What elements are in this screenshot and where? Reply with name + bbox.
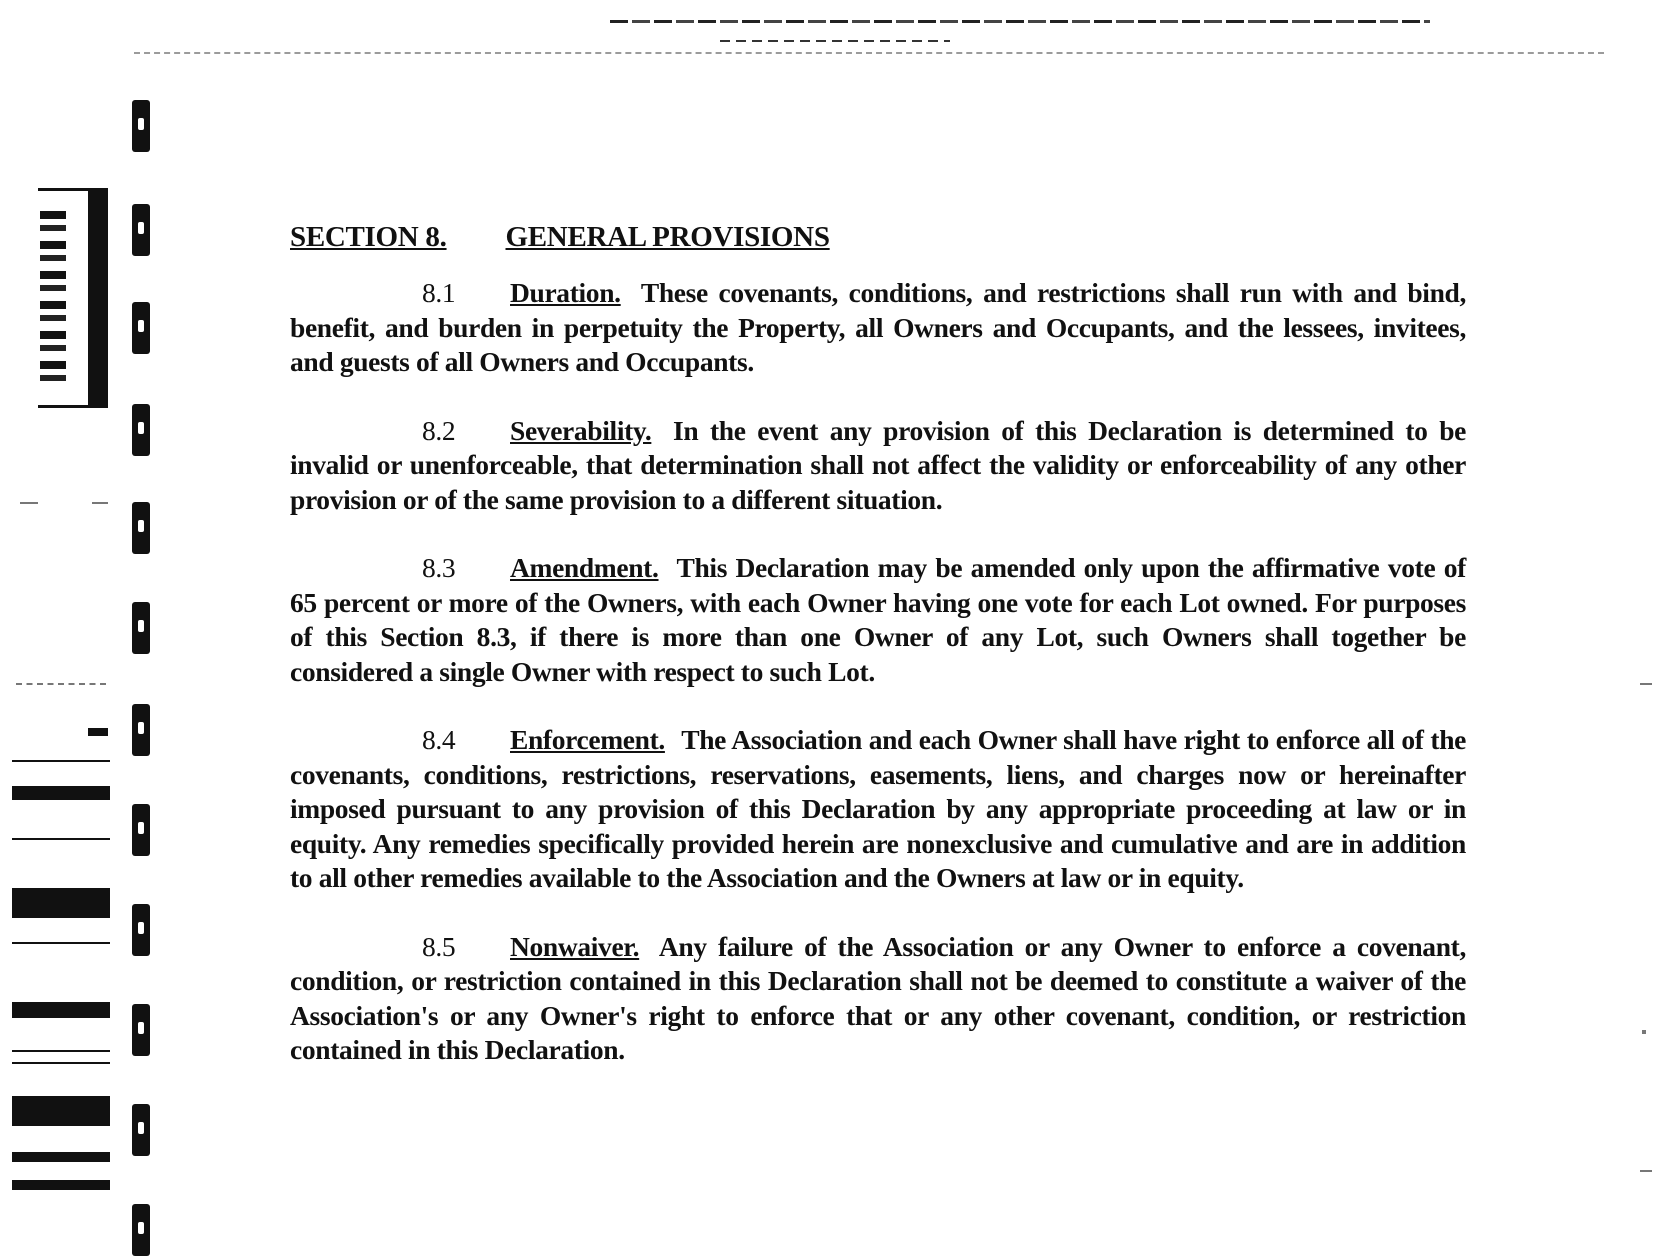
margin-tick — [1642, 1030, 1646, 1034]
binder-hole — [132, 904, 150, 956]
section-title: GENERAL PROVISIONS — [505, 221, 830, 253]
margin-block — [12, 1152, 110, 1162]
scan-header-mark — [610, 20, 1430, 23]
binder-hole — [132, 502, 150, 554]
paragraph-text: These covenants, conditions, and restrictions shall run with and bind, benefit, and burden in perpetuity the Property, all Owners and Occupants, and the lessees, invitees, and guests of all Owners and Occupants. — [290, 277, 1467, 377]
binder-hole-column — [132, 100, 152, 1216]
binder-hole — [132, 404, 150, 456]
paragraph-amendment — [290, 551, 1466, 689]
paragraph-number: 8.3 — [422, 552, 456, 583]
paragraph-number: 8.2 — [422, 414, 456, 446]
margin-line — [12, 942, 110, 944]
binder-hole — [132, 804, 150, 856]
paragraph-heading: Nonwaiver. — [510, 930, 640, 962]
margin-block — [12, 1180, 110, 1190]
margin-line — [12, 838, 110, 840]
margin-line — [12, 760, 110, 762]
binder-hole — [132, 302, 150, 354]
paragraph-heading: Enforcement. — [510, 724, 665, 755]
left-margin-blocks — [12, 720, 112, 1216]
margin-tick — [1640, 683, 1652, 685]
margin-tick — [1640, 1170, 1652, 1172]
document-page — [290, 220, 1466, 1102]
margin-block — [12, 1002, 110, 1018]
paragraph-text: In the event any provision of this Declaration is determined to be invalid or unenforceable, that determination shall not affect the validity or enforceability of any other provision or of the same provision to a different situation. — [290, 414, 1466, 515]
margin-tick — [20, 502, 38, 504]
section-number: SECTION 8. — [290, 221, 447, 253]
binder-hole — [132, 100, 150, 152]
paragraph-heading: Duration. — [510, 277, 621, 308]
margin-block — [88, 728, 108, 736]
binder-hole — [132, 1004, 150, 1056]
margin-block — [12, 888, 110, 918]
paragraph-heading: Severability. — [510, 414, 652, 446]
paragraph-text: Any failure of the Association or any Owner to enforce a covenant, condition, or restriction contained in this Declaration shall not be deemed to constitute a waiver of the Association's or any Owner's right to enforce that or any other covenant, condition, or restriction contained in this Declaration. — [290, 930, 1466, 1065]
margin-block — [12, 786, 110, 800]
binder-hole — [132, 1204, 150, 1256]
paragraph-duration — [290, 276, 1466, 380]
paragraph-enforcement — [290, 723, 1466, 896]
scan-header-mark-secondary — [720, 40, 950, 42]
margin-line — [12, 1062, 110, 1064]
paragraph-number: 8.5 — [422, 930, 456, 962]
paragraph-nonwaiver — [290, 930, 1466, 1068]
binder-hole — [132, 204, 150, 256]
paragraph-number: 8.4 — [422, 724, 456, 755]
margin-block — [12, 1096, 110, 1126]
recording-stamp — [38, 188, 108, 408]
section-heading — [290, 220, 1466, 254]
paragraph-number: 8.1 — [422, 277, 456, 308]
paragraph-text: The Association and each Owner shall have right to enforce all of the covenants, conditions, restrictions, reservations, easements, liens, and charges now or hereinafter imposed pursuant to any provision of this Declaration by any appropriate proceeding at law or in equity. Any remedies specifically provided herein are nonexclusive and cumulative and are in addition to all other remedies available to the Association and the Owners at law or in equity. — [290, 724, 1466, 893]
margin-line — [12, 1050, 110, 1052]
scan-top-rule — [134, 52, 1604, 54]
paragraph-heading: Amendment. — [510, 552, 659, 583]
binder-hole — [132, 602, 150, 654]
margin-tick — [16, 683, 106, 685]
stamp-bar — [88, 191, 108, 405]
stamp-glyphs — [40, 211, 66, 381]
binder-hole — [132, 1104, 150, 1156]
paragraph-severability — [290, 414, 1466, 518]
binder-hole — [132, 704, 150, 756]
margin-tick — [92, 502, 108, 504]
paragraph-text: This Declaration may be amended only upon the affirmative vote of 65 percent or more of the Owners, with each Owner having one vote for each Lot owned. For purposes of this Section 8.3, if there is more than one Owner of any Lot, such Owners shall together be considered a single Owner with respect to such Lot. — [290, 552, 1466, 687]
